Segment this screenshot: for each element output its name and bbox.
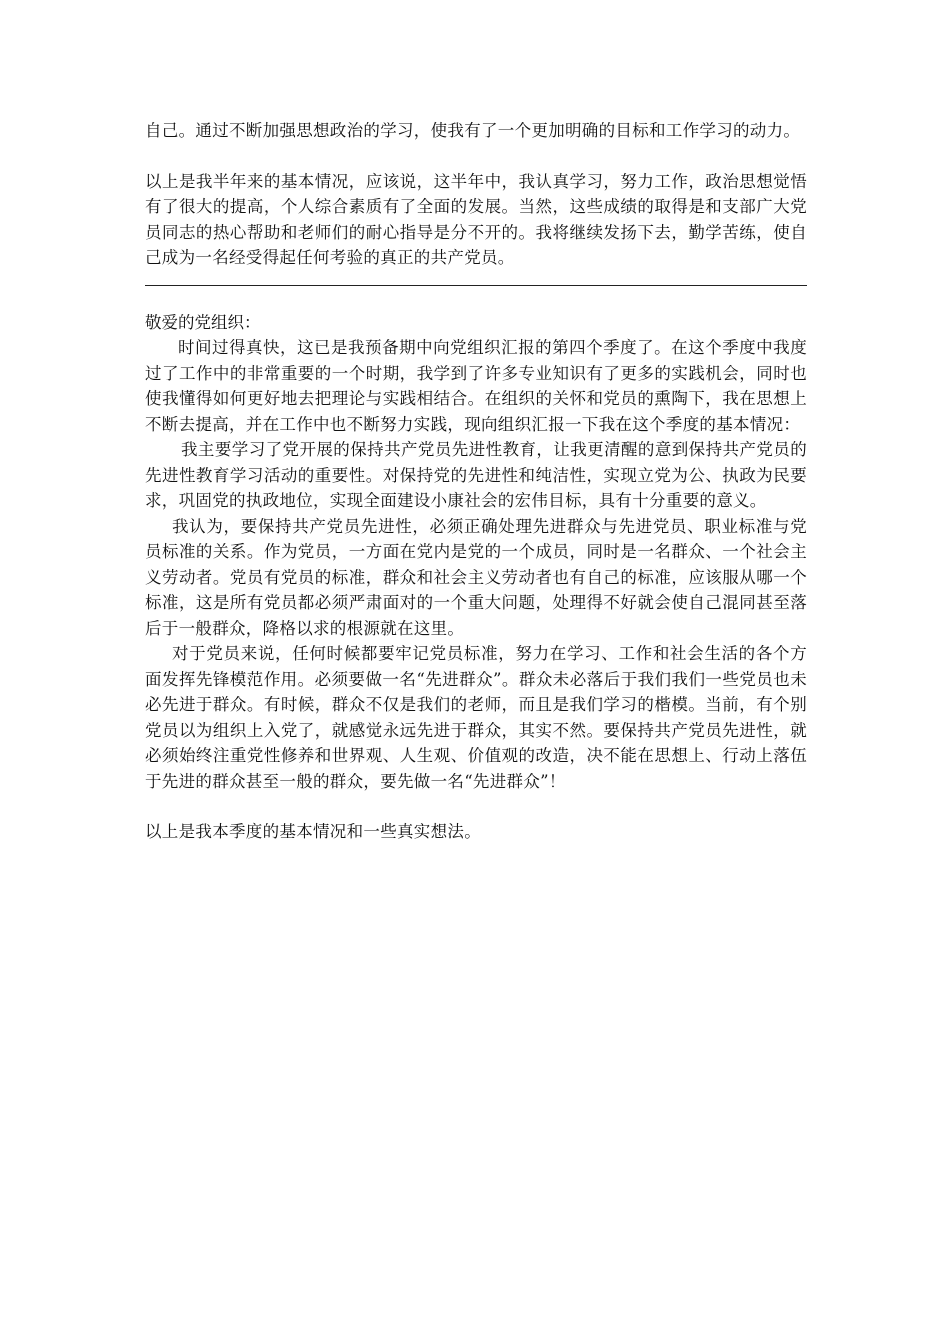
paragraph-intro: 时间过得真快，这已是我预备期中向党组织汇报的第四个季度了。在这个季度中我度过了工作中的非常重要的一个时期，我学到了许多专业知识有了更多的实践机会，同时也使我懂得如何更好地去把理论与实践相结合。在组织的关怀和党员的熏陶下，我在思想上不断去提高，并在工作中也不断努力实践，现向组织汇报一下我在这个季度的基本情况：: [145, 338, 807, 434]
paragraph-advanced-masses: 对于党员来说，任何时候都要牢记党员标准，努力在学习、工作和社会生活的各个方面发挥先锋模范作用。必须要做一名“先进群众”。群众未必落后于我们我们一些党员也未必先进于群众。有时候，群众不仅是我们的老师，而且是我们学习的楷模。当前，有个别党员以为组织上入党了，就感觉永远先进于群众，其实不然。要保持共产党员先进性，就必须始终注重党性修养和世界观、人生观、价值观的改造，决不能在思想上、行动上落伍于先进的群众甚至一般的群众，要先做一名“先进群众”！: [145, 644, 807, 791]
paragraph-continued: 自己。通过不断加强思想政治的学习，使我有了一个更加明确的目标和工作学习的动力。: [145, 121, 801, 140]
paragraph-half-year-summary: 以上是我半年来的基本情况，应该说，这半年中，我认真学习，努力工作，政治思想觉悟有了很大的提高，个人综合素质有了全面的发展。当然，这些成绩的取得是和支部广大党员同志的热心帮助和老师们的耐心指导是分不开的。我将继续发扬下去，勤学苦练，使自己成为一名经受得起任何考验的真正的共产党员。: [145, 171, 807, 267]
salutation: 敬爱的党组织：: [145, 312, 261, 332]
paragraph-study: 我主要学习了党开展的保持共产党员先进性教育，让我更清醒的意到保持共产党员的先进性教育学习活动的重要性。对保持党的先进性和纯洁性，实现立党为公、执政为民要求，巩固党的执政地位，实现全面建设小康社会的宏伟目标，具有十分重要的意义。: [145, 440, 807, 510]
paragraph-closing: 以上是我本季度的基本情况和一些真实想法。: [145, 822, 481, 841]
paragraph-standards: 我认为，要保持共产党员先进性，必须正确处理先进群众与先进党员、职业标准与党员标准的关系。作为党员，一方面在党内是党的一个成员，同时是一名群众、一个社会主义劳动者。党员有党员的标准，群众和社会主义劳动者也有自己的标准，应该服从哪一个标准，这是所有党员都必须严肃面对的一个重大问题，处理得不好就会使自己混同甚至落后于一般群众，降格以求的根源就在这里。: [145, 516, 807, 638]
section-divider: [145, 285, 807, 286]
document-page: [145, 118, 807, 845]
